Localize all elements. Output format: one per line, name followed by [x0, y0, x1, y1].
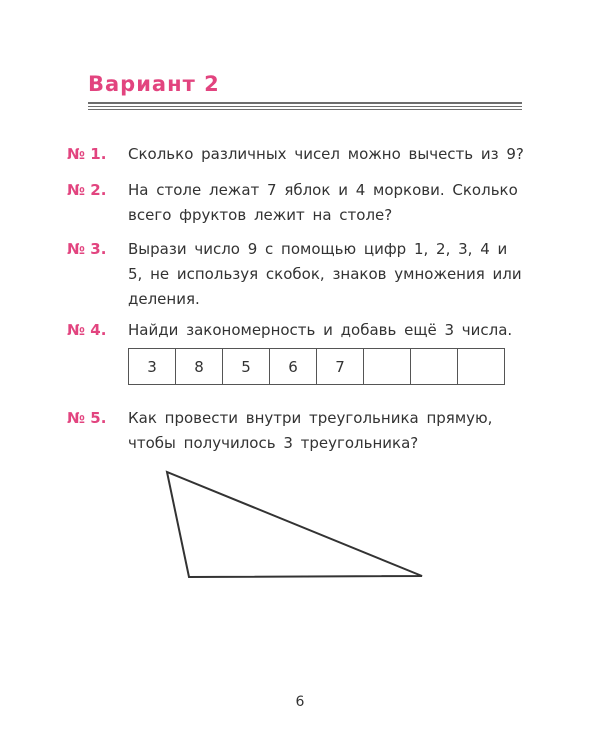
- page-number: 6: [295, 694, 305, 710]
- task-3-number: № 3.: [67, 240, 107, 258]
- triangle-figure: [150, 460, 450, 590]
- task-4-text: Найди закономерность и добавь ещё 3 числа.: [128, 321, 513, 339]
- task-5-text: Как провести внутри треугольника прямую, чтобы получилось 3 треугольника?: [128, 409, 493, 452]
- sequence-cell-2: 8: [176, 349, 223, 385]
- triangle-shape: [167, 472, 422, 577]
- sequence-cell-5: 7: [317, 349, 364, 385]
- sequence-cell-blank-1[interactable]: [364, 349, 411, 385]
- task-2-text: На столе лежат 7 яблок и 4 моркови. Сколько всего фруктов лежит на столе?: [128, 181, 518, 224]
- task-3-text: Вырази число 9 с помощью цифр 1, 2, 3, 4 и 5, не используя скобок, знаков умножения или деления.: [128, 240, 522, 308]
- task-1-text: Сколько различных чисел можно вычесть из 9?: [128, 145, 524, 163]
- sequence-row: [129, 349, 505, 385]
- sequence-cell-3: 5: [223, 349, 270, 385]
- task-4-number: № 4.: [67, 321, 107, 339]
- sequence-cell-blank-2[interactable]: [411, 349, 458, 385]
- task-2-number: № 2.: [67, 181, 107, 199]
- sequence-cell-4: 6: [270, 349, 317, 385]
- sequence-cell-blank-3[interactable]: [458, 349, 505, 385]
- sequence-table: [128, 348, 505, 385]
- title-divider-thin-2: [88, 109, 522, 110]
- variant-title: Вариант 2: [88, 72, 220, 96]
- task-1-number: № 1.: [67, 145, 107, 163]
- task-5-number: № 5.: [67, 409, 107, 427]
- sequence-cell-1: 3: [129, 349, 176, 385]
- title-divider-thick: [88, 102, 522, 104]
- title-divider-thin-1: [88, 106, 522, 107]
